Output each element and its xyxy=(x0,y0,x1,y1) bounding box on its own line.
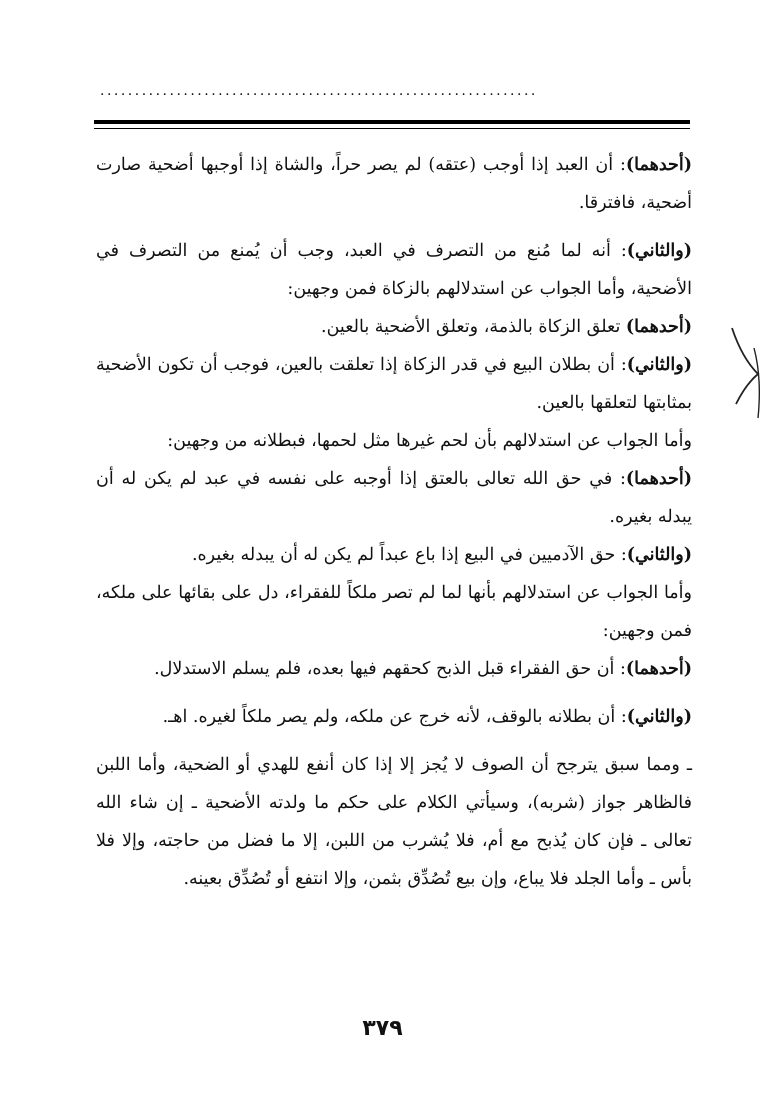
paragraph-text: : أن حق الفقراء قبل الذبح كحقهم فيها بعده، فلم يسلم الاستدلال. xyxy=(154,659,626,679)
paragraph-label: (والثاني) xyxy=(626,241,692,261)
page-number: ٣٧٩ xyxy=(362,1016,403,1041)
paragraph-text: : في حق الله تعالى بالعتق إذا أوجبه على نفسه في عبد لم يكن له أن يبدله بغيره. xyxy=(96,469,692,527)
paragraph-text: : أنه لما مُنع من التصرف في العبد، وجب أن يُمنع من التصرف في الأضحية، وأما الجواب عن استدلالهم بالزكاة فمن وجهين: xyxy=(96,241,692,299)
margin-mark-icon xyxy=(728,318,765,428)
paragraph-label: (أحدهما) xyxy=(625,659,692,679)
header-dotted-line: ............................................................... xyxy=(100,84,538,98)
paragraph-text: وأما الجواب عن استدلالهم بأنها لما لم تصر ملكاً للفقراء، دل على بقائها على ملكه، فمن وجهين: xyxy=(96,583,692,641)
paragraph-text: وأما الجواب عن استدلالهم بأن لحم غيرها مثل لحمها، فبطلانه من وجهين: xyxy=(167,431,692,451)
paragraph-label: (أحدهما) xyxy=(625,317,692,337)
paragraph-4 xyxy=(96,346,692,422)
paragraph-text: : أن بطلان البيع في قدر الزكاة إذا تعلقت بالعين، فوجب أن تكون الأضحية بمثابتها لتعلقها بالعين. xyxy=(96,355,692,413)
paragraph-text: : حق الآدميين في البيع إذا باع عبداً لم يكن له أن يبدله بغيره. xyxy=(191,545,627,565)
page-body xyxy=(96,146,692,898)
paragraph-label: (والثاني) xyxy=(626,545,692,565)
paragraph-3 xyxy=(96,308,692,346)
header-rule-thick xyxy=(94,120,690,124)
paragraph-8 xyxy=(96,574,692,650)
header-rule-thin xyxy=(94,128,690,129)
paragraph-text: : أن بطلانه بالوقف، لأنه خرج عن ملكه، ولم يصر ملكاً لغيره. اهـ. xyxy=(162,707,627,727)
paragraph-10 xyxy=(96,698,692,736)
paragraph-5 xyxy=(96,422,692,460)
paragraph-text: : أن العبد إذا أوجب (عتقه) لم يصر حراً، والشاة إذا أوجبها أضحية صارت أضحية، فافترقا. xyxy=(96,155,692,213)
paragraph-label: (أحدهما) xyxy=(625,155,692,175)
paragraph-label: (أحدهما) xyxy=(625,469,692,489)
paragraph-text: تعلق الزكاة بالذمة، وتعلق الأضحية بالعين. xyxy=(321,317,626,337)
paragraph-11 xyxy=(96,746,692,898)
paragraph-6 xyxy=(96,460,692,536)
paragraph-label: (والثاني) xyxy=(626,355,692,375)
paragraph-9 xyxy=(96,650,692,688)
paragraph-1 xyxy=(96,146,692,222)
paragraph-2 xyxy=(96,232,692,308)
paragraph-text: ـ ومما سبق يترجح أن الصوف لا يُجز إلا إذا كان أنفع للهدي أو الضحية، وأما اللبن فالظاهر جواز (شربه)، وسيأتي الكلام على حكم ما ولدته الأضحية ـ إن شاء الله تعالى ـ فإن كان يُذبح مع أم، فلا يُشرب من اللبن، إلا ما فضل من حاجته، وإلا فلا بأس ـ وأما الجلد فلا يباع، وإن بيع تُصُدِّق بثمن، وإلا انتفع أو تُصُدِّق بعينه. xyxy=(96,755,692,889)
paragraph-7 xyxy=(96,536,692,574)
paragraph-label: (والثاني) xyxy=(626,707,692,727)
